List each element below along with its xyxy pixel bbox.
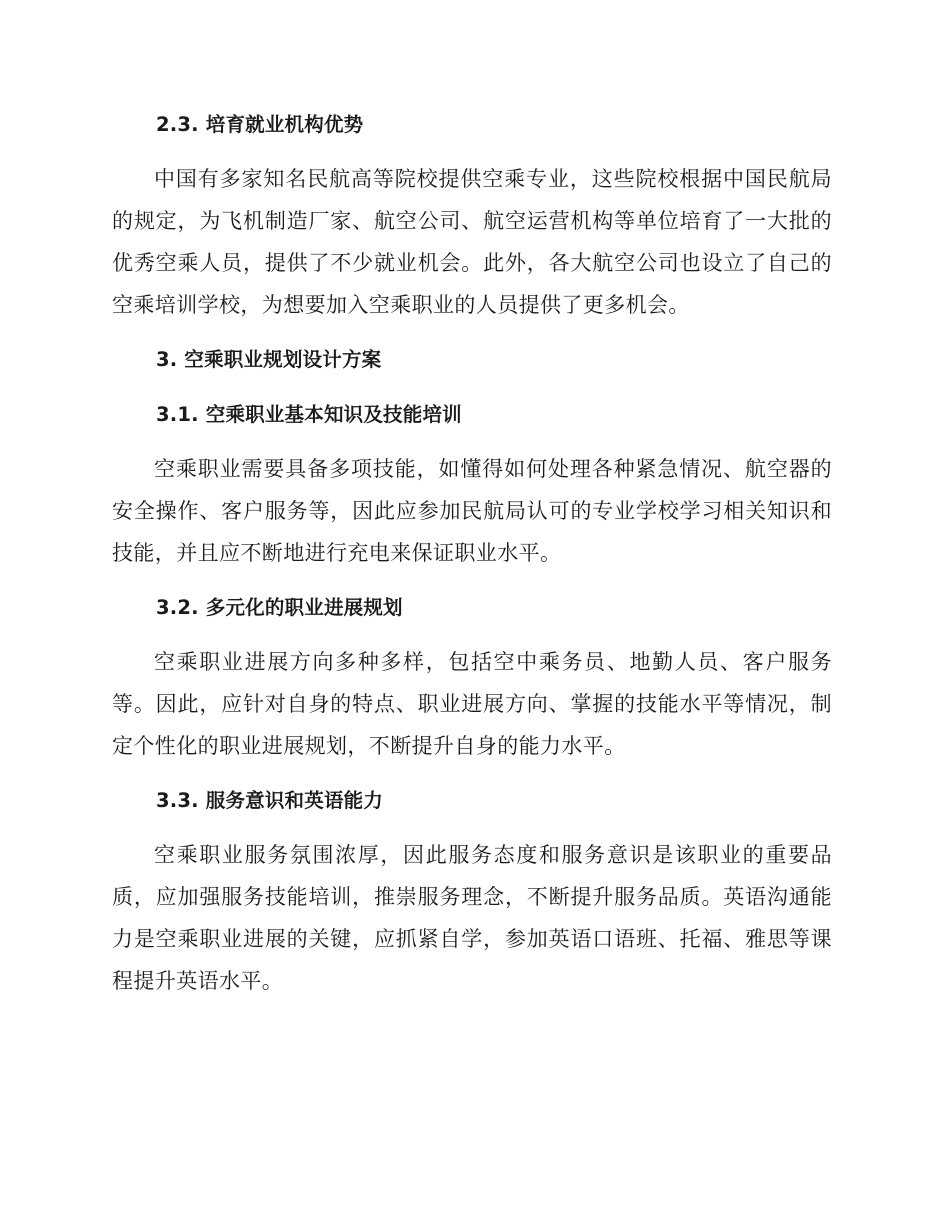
section-heading-3-1: 3.1. 空乘职业基本知识及技能培训	[156, 403, 462, 426]
section-heading-3: 3. 空乘职业规划设计方案	[156, 348, 382, 371]
section-heading-2-3: 2.3. 培育就业机构优势	[156, 113, 364, 136]
section-paragraph-3-3: 空乘职业服务氛围浓厚，因此服务态度和服务意识是该职业的重要品质，应加强服务技能培训，推崇服务理念，不断提升服务品质。英语沟通能力是空乘职业进展的关键，应抓紧自学，参加英语口语班、托福、雅思等课程提升英语水平。	[112, 843, 832, 993]
section-heading-3-3: 3.3. 服务意识和英语能力	[156, 789, 384, 812]
document-body	[112, 105, 832, 1002]
section-heading-3-2: 3.2. 多元化的职业进展规划	[156, 596, 403, 619]
section-paragraph-2-3: 中国有多家知名民航高等院校提供空乘专业，这些院校根据中国民航局的规定，为飞机制造厂家、航空公司、航空运营机构等单位培育了一大批的优秀空乘人员，提供了不少就业机会。此外，各大航空公司也设立了自己的空乘培训学校，为想要加入空乘职业的人员提供了更多机会。	[112, 167, 832, 317]
section-paragraph-3-2: 空乘职业进展方向多种多样，包括空中乘务员、地勤人员、客户服务等。因此，应针对自身的特点、职业进展方向、掌握的技能水平等情况，制定个性化的职业进展规划，不断提升自身的能力水平。	[112, 650, 832, 758]
section-paragraph-3-1: 空乘职业需要具备多项技能，如懂得如何处理各种紧急情况、航空器的安全操作、客户服务等，因此应参加民航局认可的专业学校学习相关知识和技能，并且应不断地进行充电来保证职业水平。	[112, 457, 832, 565]
